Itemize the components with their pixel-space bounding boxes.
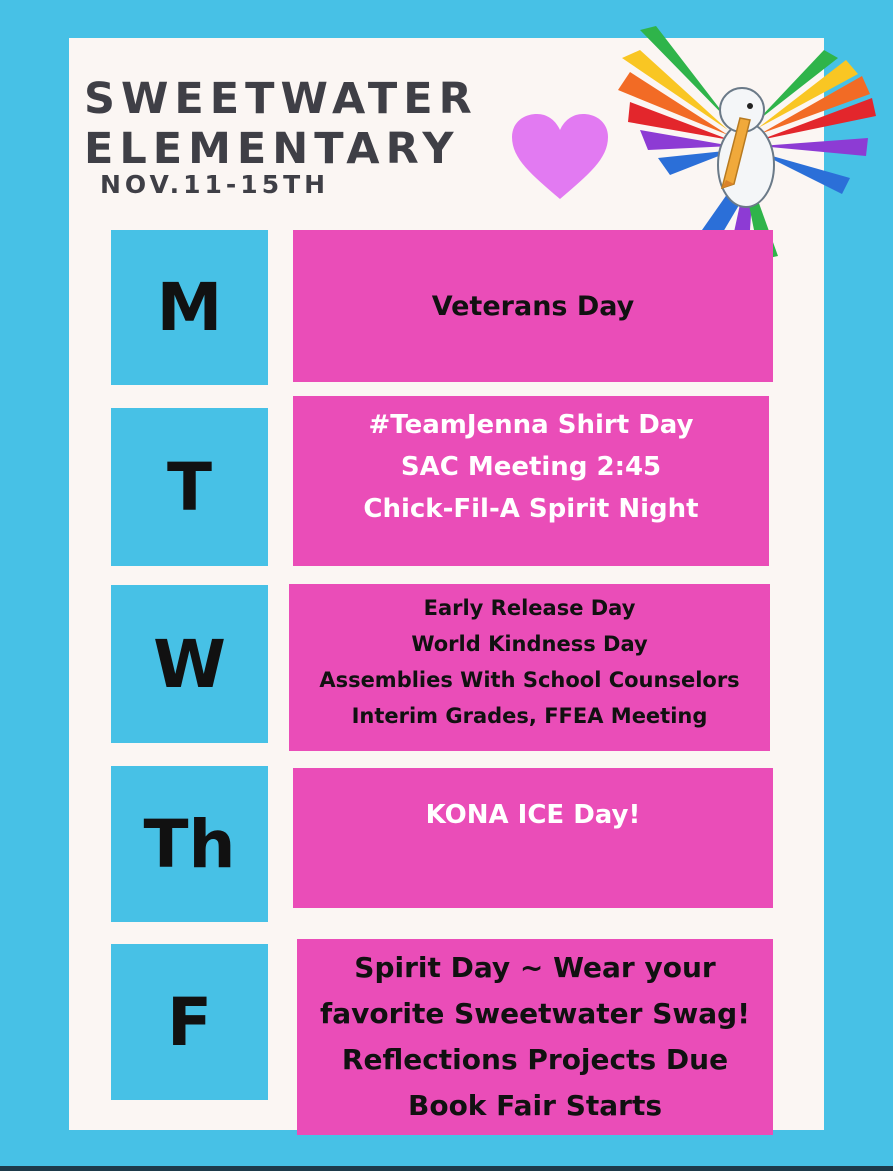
- event-line: Veterans Day: [431, 290, 635, 322]
- day-label-friday: F: [111, 944, 268, 1100]
- event-line: Spirit Day ~ Wear your: [354, 951, 716, 984]
- school-title: [84, 74, 478, 174]
- title-line-2: ELEMENTARY: [84, 124, 460, 174]
- event-line: Assemblies With School Counselors: [319, 668, 740, 692]
- week-dates: NOV.11-15TH: [100, 170, 330, 199]
- event-box-tuesday: [293, 396, 769, 566]
- event-line: SAC Meeting 2:45: [400, 452, 662, 482]
- bottom-border: [0, 1166, 893, 1171]
- event-box-monday: [293, 230, 773, 382]
- event-line: Chick-Fil-A Spirit Night: [363, 494, 699, 524]
- event-line: Interim Grades, FFEA Meeting: [351, 704, 708, 728]
- event-line: Book Fair Starts: [407, 1089, 663, 1122]
- day-label-tuesday: T: [111, 408, 268, 566]
- event-line: KONA ICE Day!: [425, 800, 641, 830]
- event-line: Reflections Projects Due: [341, 1043, 729, 1076]
- event-line: favorite Sweetwater Swag!: [320, 997, 750, 1030]
- day-label-wednesday: W: [111, 585, 268, 743]
- event-box-thursday: [293, 768, 773, 908]
- event-line: World Kindness Day: [411, 632, 648, 656]
- event-box-friday: [297, 939, 773, 1135]
- title-line-1: SWEETWATER: [84, 74, 478, 124]
- event-line: Early Release Day: [423, 596, 636, 620]
- event-line: #TeamJenna Shirt Day: [368, 410, 694, 440]
- pelican-mascot-icon: [610, 10, 882, 265]
- heart-icon: [510, 113, 610, 201]
- day-label-thursday: Th: [111, 766, 268, 922]
- event-box-wednesday: [289, 584, 770, 751]
- day-label-monday: M: [111, 230, 268, 385]
